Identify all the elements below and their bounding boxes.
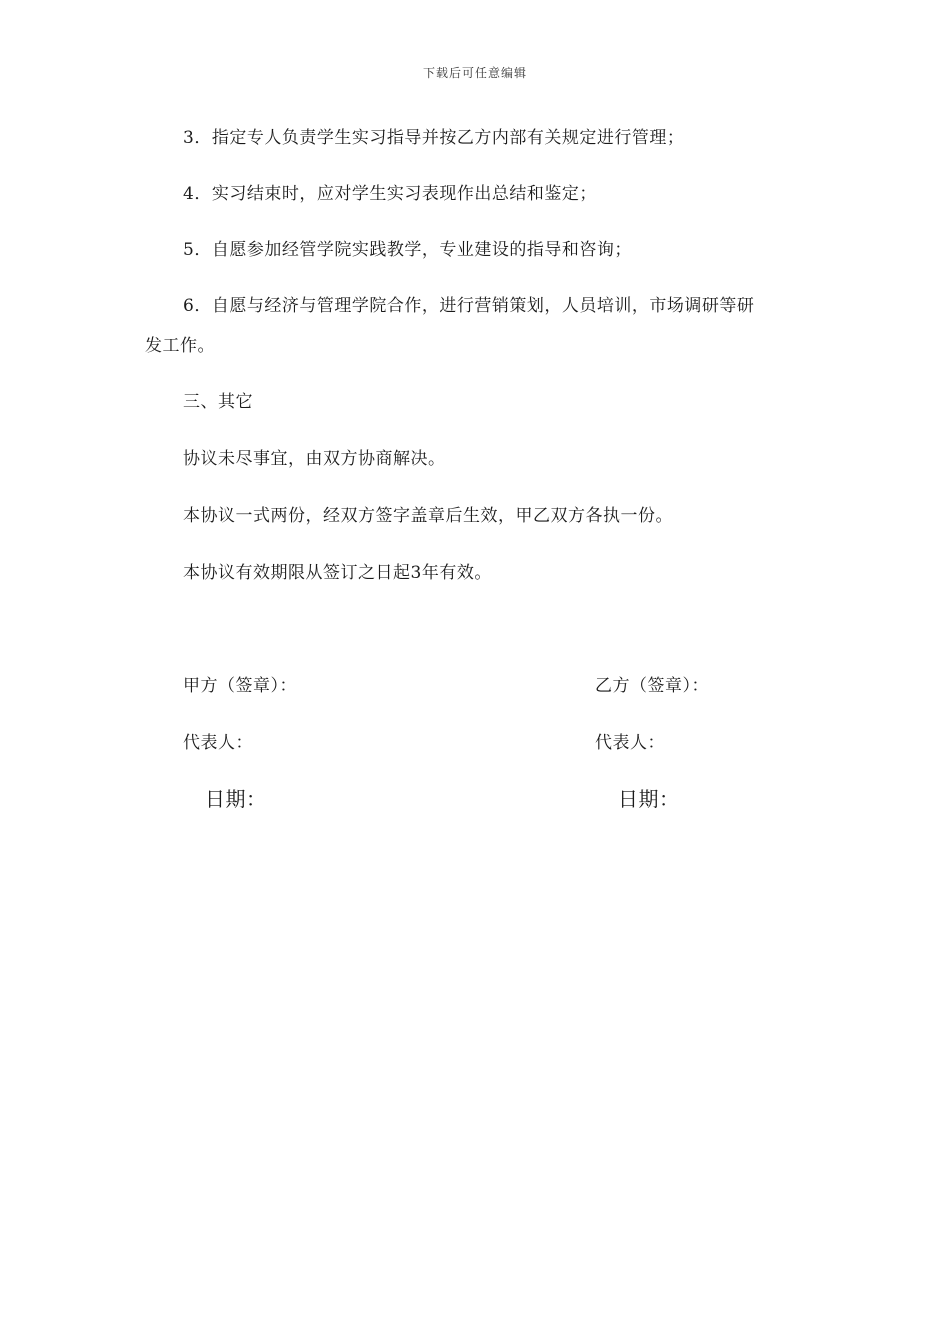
clause-item-4: 4．实习结束时，应对学生实习表现作出总结和鉴定； xyxy=(183,184,597,204)
clause-item-5: 5．自愿参加经管学院实践教学，专业建设的指导和咨询； xyxy=(183,240,632,260)
clause-validity: 本协议有效期限从签订之日起3年有效。 xyxy=(183,563,492,583)
party-b-seal-label: 乙方（签章）： xyxy=(595,676,709,696)
clause-copies: 本协议一式两份，经双方签字盖章后生效，甲乙双方各执一份。 xyxy=(183,506,673,526)
party-b-date-label: 日期： xyxy=(618,787,680,811)
clause-negotiation: 协议未尽事宜，由双方协商解决。 xyxy=(183,449,446,469)
party-a-representative-label: 代表人： xyxy=(183,733,253,753)
clause-item-3: 3．指定专人负责学生实习指导并按乙方内部有关规定进行管理； xyxy=(183,128,685,148)
clause-item-6 xyxy=(145,286,810,366)
party-a-seal-label: 甲方（签章）： xyxy=(183,676,297,696)
party-a-date-label: 日期： xyxy=(205,787,267,811)
party-b-representative-label: 代表人： xyxy=(595,733,665,753)
clause-item-6-line-1: 6．自愿与经济与管理学院合作，进行营销策划，人员培训，市场调研等研 xyxy=(183,296,755,316)
section-3-heading: 三、其它 xyxy=(183,392,253,412)
clause-item-6-line-2: 发工作。 xyxy=(145,336,215,356)
page-header-note: 下载后可任意编辑 xyxy=(422,66,527,80)
